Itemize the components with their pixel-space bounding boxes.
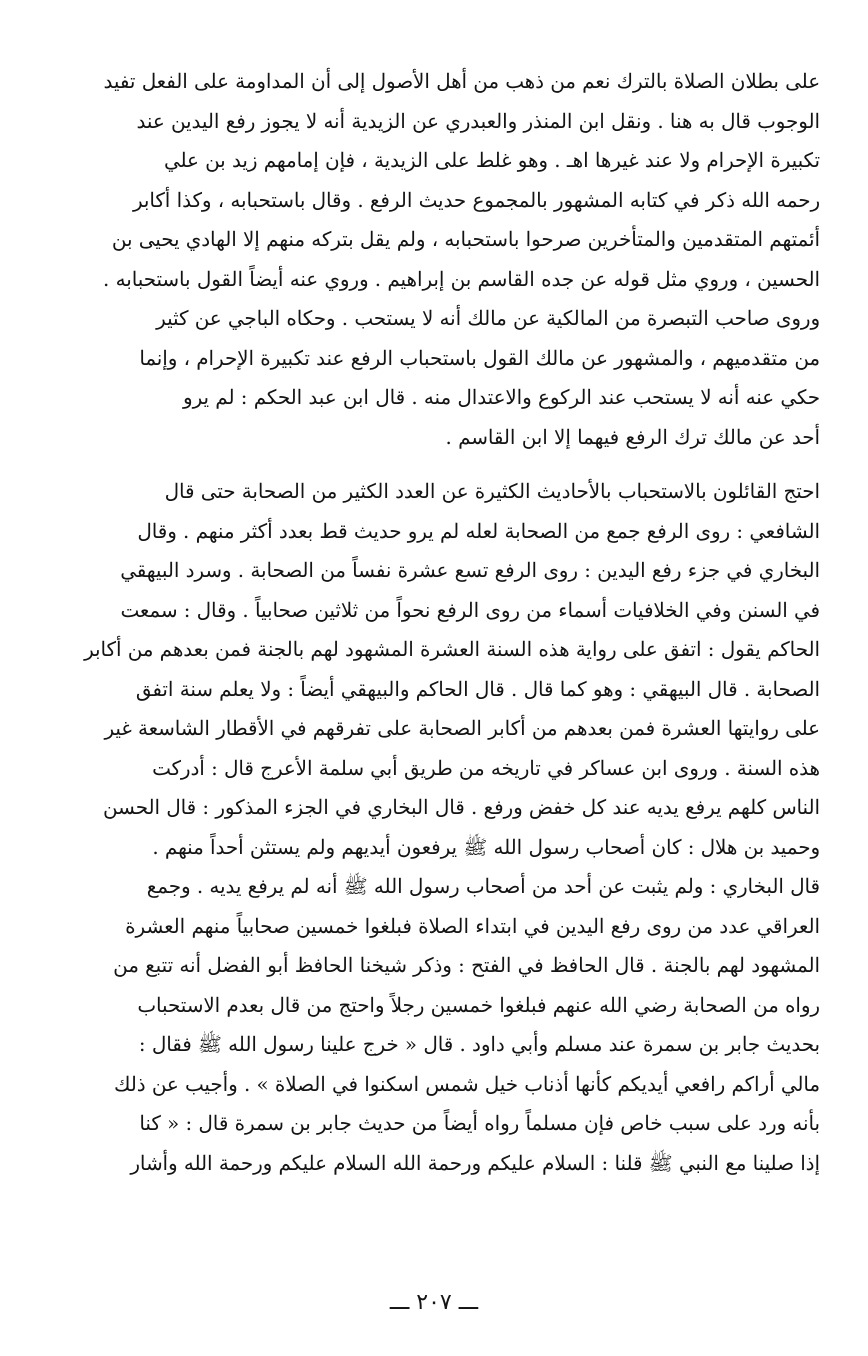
text-line: مالي أراكم رافعي أيديكم كأنها أذناب خيل شمس اسكنوا في الصلاة » . وأجيب عن ذلك — [114, 1072, 820, 1096]
text-line: الصحابة . قال البيهقي : وهو كما قال . قال الحاكم والبيهقي أيضاً : ولا يعلم سنة اتفق — [135, 677, 820, 701]
text-line: حكي عنه أنه لا يستحب عند الركوع والاعتدال منه . قال ابن عبد الحكم : لم يرو — [183, 386, 820, 409]
text-line: الحسين ، وروي مثل قوله عن جده القاسم بن إبراهيم . وروي عنه أيضاً القول باستحبابه . — [103, 267, 820, 291]
text-line: تكبيرة الإحرام ولا عند غيرها اهـ . وهو غلط على الزيدية ، فإن إمامهم زيد بن علي — [164, 149, 820, 172]
text-line: العراقي عدد من روى رفع اليدين في ابتداء الصلاة فبلغوا خمسين صحابياً منهم العشرة — [125, 914, 820, 938]
text-line: البخاري في جزء رفع اليدين : روى الرفع تسع عشرة نفساً من الصحابة . وسرد البيهقي — [120, 559, 820, 582]
text-line: رواه من الصحابة رضي الله عنهم فبلغوا خمسين رجلاً واحتج من قال بعدم الاستحباب — [137, 993, 820, 1017]
page-number: ـــ ٢٠٧ ـــ — [389, 1290, 479, 1315]
text-line: على بطلان الصلاة بالترك نعم من ذهب من أهل الأصول إلى أن المداومة على الفعل تفيد — [103, 70, 820, 93]
text-line: هذه السنة . وروى ابن عساكر في تاريخه من طريق أبي سلمة الأعرج قال : أدركت — [152, 756, 820, 780]
text-line: الحاكم يقول : اتفق على رواية هذه السنة العشرة المشهود لهم بالجنة فمن بعدهم من أكابر — [84, 638, 820, 661]
text-line: وحميد بن هلال : كان أصحاب رسول الله ﷺ يرفعون أيديهم ولم يستثن أحداً منهم . — [152, 835, 820, 859]
text-line: وروى صاحب التبصرة من المالكية عن مالك أنه لا يستحب . وحكاه الباجي عن كثير — [156, 307, 820, 330]
text-line: الوجوب قال به هنا . ونقل ابن المنذر والعبدري عن الزيدية أنه لا يجوز رفع اليدين عند — [136, 109, 820, 133]
text-line: في السنن وفي الخلافيات أسماء من روى الرفع نحواً من ثلاثين صحابياً . وقال : سمعت — [120, 598, 820, 622]
text-line: من متقدميهم ، والمشهور عن مالك القول باستحباب الرفع عند تكبيرة الإحرام ، وإنما — [139, 346, 820, 370]
text-line: إذا صلينا مع النبي ﷺ قلنا : السلام عليكم ورحمة الله السلام عليكم ورحمة الله وأشار — [130, 1151, 820, 1175]
text-line: الناس كلهم يرفع يديه عند كل خفض ورفع . قال البخاري في الجزء المذكور : قال الحسن — [102, 796, 820, 819]
text-line: أحد عن مالك ترك الرفع فيهما إلا ابن القاسم . — [445, 425, 820, 449]
text-line: على روايتها العشرة فمن بعدهم من أكابر الصحابة على تفرقهم في الأقطار الشاسعة غير — [104, 717, 820, 740]
text-line: بحديث جابر بن سمرة عند مسلم وأبي داود . قال « خرج علينا رسول الله ﷺ فقال : — [138, 1033, 820, 1056]
text-line: بأنه ورد على سبب خاص فإن مسلماً رواه أيضاً من حديث جابر بن سمرة قال : « كنا — [139, 1112, 820, 1135]
text-line: قال البخاري : ولم يثبت عن أحد من أصحاب رسول الله ﷺ أنه لم يرفع يديه . وجمع — [146, 875, 820, 898]
paragraph-1 — [42, 62, 820, 457]
paragraph-2 — [42, 472, 820, 1183]
text-line: أئمتهم المتقدمين والمتأخرين صرحوا باستحبابه ، ولم يقل بتركه منهم إلا الهادي يحيى بن — [111, 228, 820, 251]
text-line: رحمه الله ذكر في كتابه المشهور بالمجموع حديث الرفع . وقال باستحبابه ، وكذا أكابر — [132, 188, 820, 212]
text-line: احتج القائلون بالاستحباب بالأحاديث الكثيرة عن العدد الكثير من الصحابة حتى قال — [164, 480, 820, 503]
text-line: المشهود لهم بالجنة . قال الحافظ في الفتح : وذكر شيخنا الحافظ أبو الفضل أنه تتبع من — [113, 954, 820, 977]
text-line: الشافعي : روى الرفع جمع من الصحابة لعله لم يرو حديث قط بعدد أكثر منهم . وقال — [137, 519, 820, 543]
